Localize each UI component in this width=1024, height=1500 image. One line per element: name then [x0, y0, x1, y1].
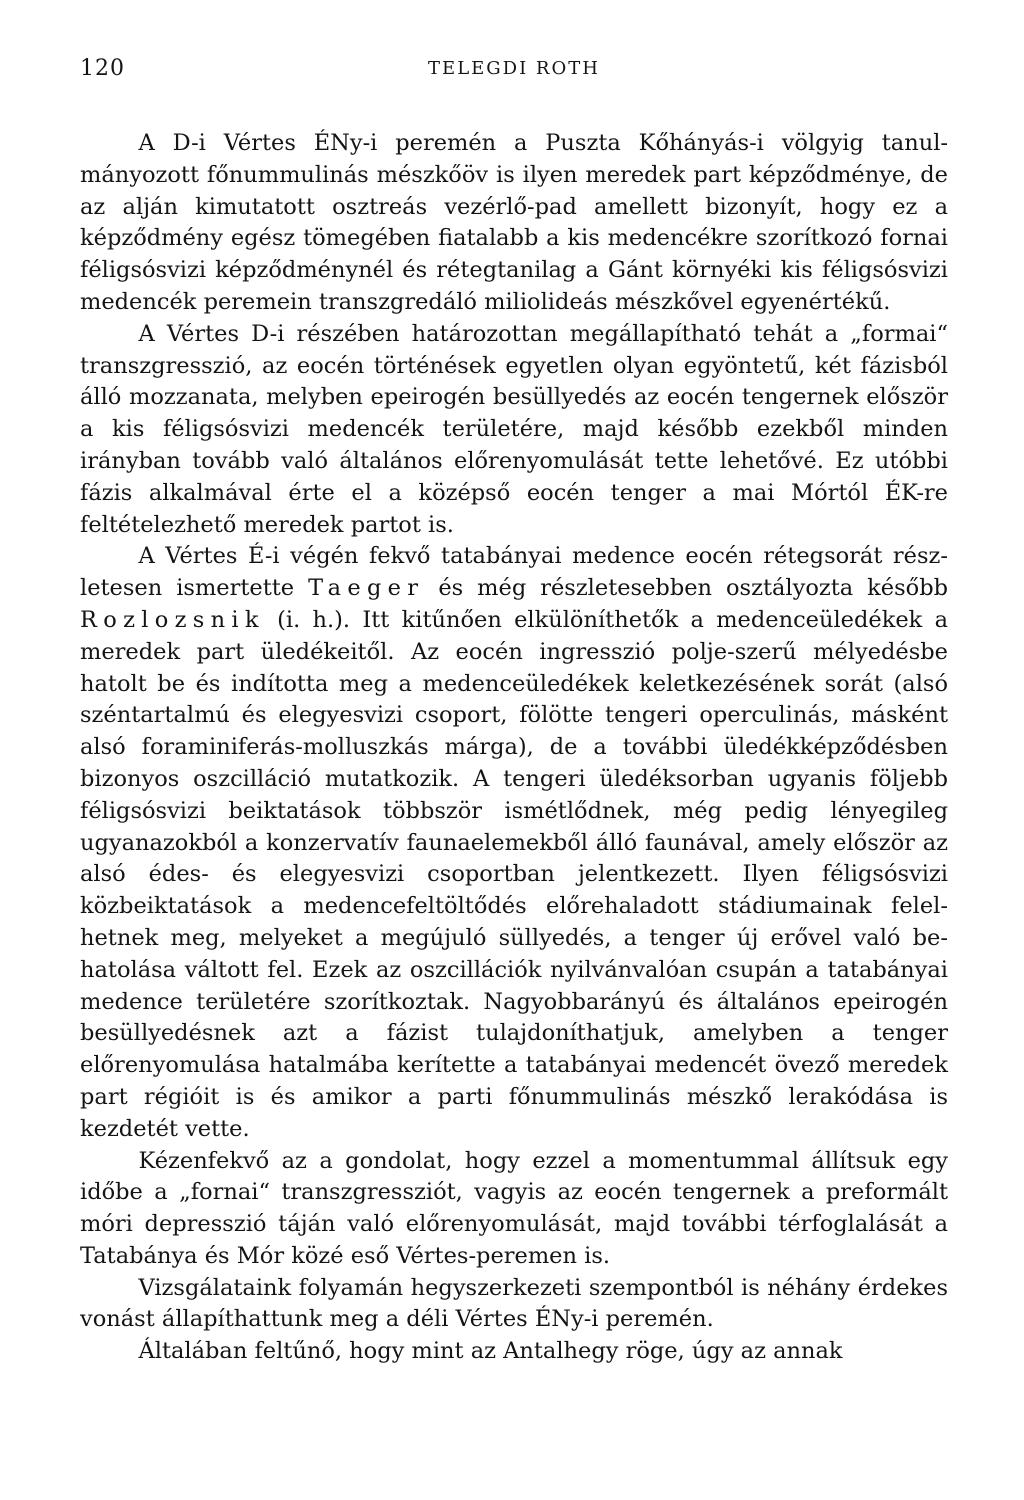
page — [80, 50, 948, 1368]
paragraph-text: Általában feltűnő, hogy mint az Antalhegy röge, úgy az annak — [138, 1338, 843, 1365]
body-text — [80, 128, 948, 1368]
paragraph — [80, 1146, 948, 1273]
paragraph-text: és még részletesebben osztályozta később — [424, 575, 948, 602]
page-number: 120 — [80, 56, 125, 81]
paragraph — [80, 541, 948, 1145]
paragraph-text: A Vértes É-i végén fekvő tatabányai medence eocén rétegsorát részletesen ismertette — [80, 543, 948, 602]
author-name-taeger: Taeger — [308, 575, 425, 602]
paragraph — [80, 1273, 948, 1337]
paragraph-text: Kézenfekvő az a gondolat, hogy ezzel a momentummal állítsuk egy időbe a „fornai“ transzgressziót, vagyis az eocén tengernek a preformált móri depresszió táján való előrenyomulását, majd további térfoglalását a Tatabánya és Mór közé eső Vértes-peremen is. — [80, 1147, 948, 1269]
paragraph — [80, 128, 948, 319]
author-name-rozlozsnik: Rozlozsnik — [80, 606, 265, 633]
paragraph — [80, 319, 948, 542]
paragraph-text: Vizsgálataink folyamán hegyszerkezeti szempontból is néhány érdekes vonást állapíthattunk meg a déli Vértes ÉNy-i peremén. — [80, 1274, 948, 1333]
paragraph — [80, 1336, 948, 1368]
paragraph-text: (i. h.). Itt kitűnően elkülöníthetők a medenceüledékek a meredek part üledékeitől. Az eocén ingresszió polje-szerű mélyedésbe hatolt be és indította meg a medenceüledékek keletkezésének sorát (alsó széntartalmú és elegyesvizi csoport, fölötte tengeri operculinás, másként alsó foraminiferás-molluszkás márga), de a további üledékképződésben bizonyos oszcilláció mutatkozik. A tengeri üledéksorban ugyanis följebb féligsósvizi beiktatások többször ismétlődnek, még pedig lényegileg ugyanazokból a konzervatív faunaelemekből álló faunával, amely először az alsó édes- és elegyesvizi csoportban jelentkezett. Ilyen féligsósvizi közbeiktatások a medencefeltöltődés előrehaladott stádiumainak felelhetnek meg, melyeket a megújuló süllyedés, a tenger új erővel való behatolása váltott fel. Ezek az oszcillációk nyilvánvalóan csupán a tatabányai medence területére szorítkoztak. Nagyobbarányú és általános epeirogén besüllyedésnek azt a fázist tulajdoníthatjuk, amelyben a tenger előrenyomulása hatalmába kerítette a tatabányai medencét övező meredek part régióit is és amikor a parti főnummulinás mészkő lerakódása is kezdetét vette. — [80, 606, 948, 1142]
running-head — [80, 50, 948, 94]
paragraph-text: A Vértes D-i részében határozottan megállapítható tehát a „formai“ transzgresszió, az eocén történések egyetlen olyan egyöntetű, két fázisból álló mozzanata, melyben epeirogén besüllyedés az eocén tengernek először a kis féligsósvizi medencék területére, majd később ezekből minden irányban tovább való általános előrenyomulását tette lehetővé. Ez utóbbi fázis alkalmával érte el a középső eocén tenger a mai Mórtól ÉK-re feltételezhető meredek partot is. — [80, 320, 948, 538]
paragraph-text: A D-i Vértes ÉNy-i peremén a Puszta Kőhányás-i völgyig tanulmányozott főnummulinás mészkőöv is ilyen meredek part képződménye, de az alján kimutatott osztreás vezérlő-pad amellett bizonyít, hogy ez a képződmény egész tömegében fiatalabb a kis medencékre szorítkozó fornai féligsósvizi képződménynél és rétegtanilag a Gánt környéki kis féligsósvizi medencék peremein transzgredáló miliolideás mészkővel egyenértékű. — [80, 130, 948, 315]
running-title: TELEGDI ROTH — [428, 58, 600, 79]
